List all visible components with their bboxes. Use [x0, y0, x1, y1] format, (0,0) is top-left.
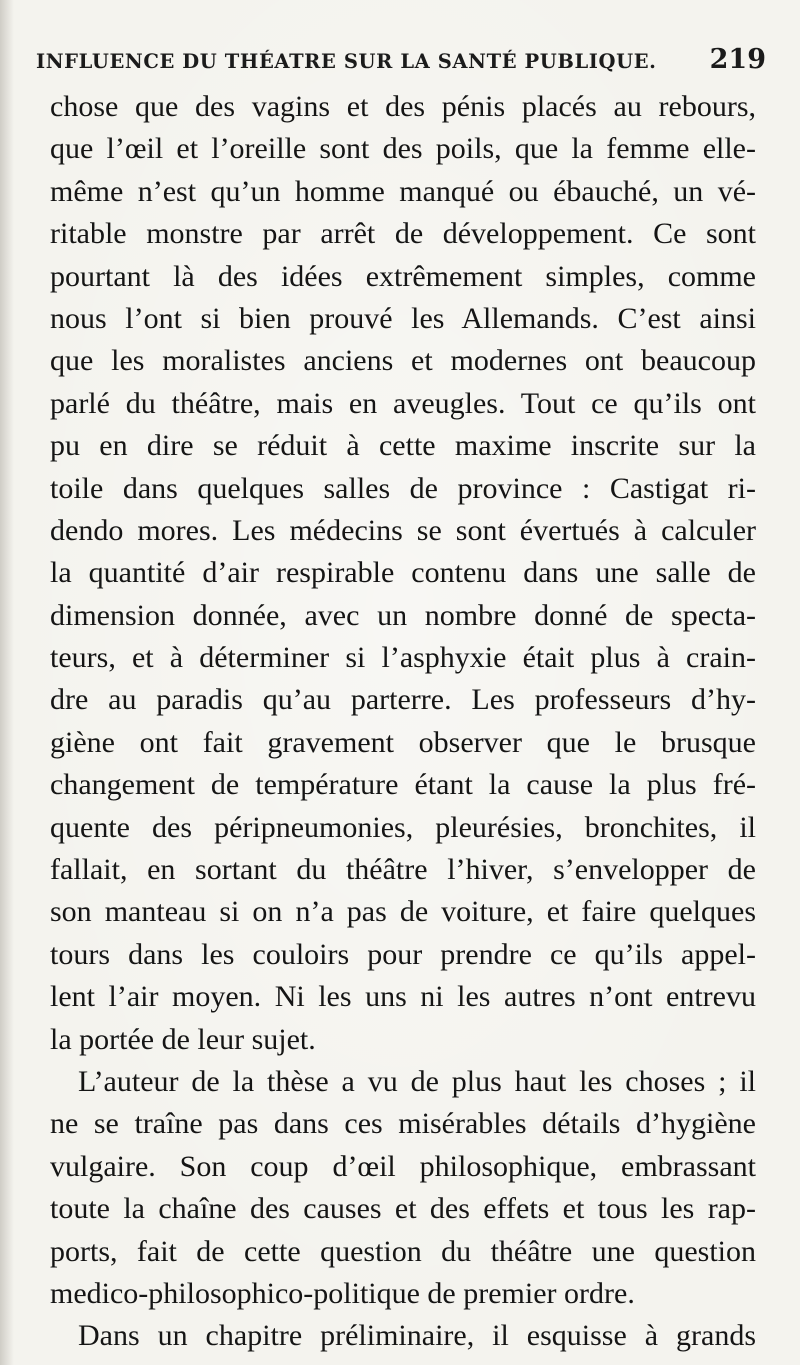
text-line: pourtant là des idées extrêmement simples, comme — [50, 259, 756, 293]
text-line: la quantité d’air respirable contenu dans une salle de — [50, 556, 756, 590]
page-number: 219 — [709, 44, 766, 75]
text-line: toile dans quelques salles de province : Castigat ri- — [50, 471, 756, 505]
text-line: teurs, et à déterminer si l’asphyxie était plus à crain- — [50, 641, 756, 675]
running-head — [36, 44, 772, 78]
text-line: dimension donnée, avec un nombre donné de specta- — [50, 598, 756, 632]
text-line: vulgaire. Son coup d’œil philosophique, embrassant — [50, 1149, 756, 1183]
text-line: parlé du théâtre, mais en aveugles. Tout ce qu’ils ont — [50, 386, 756, 420]
paragraph-start-line: L’auteur de la thèse a vu de plus haut les choses ; il — [78, 1064, 756, 1098]
text-line: dre au paradis qu’au parterre. Les professeurs d’hy- — [50, 683, 756, 717]
paragraph-start-line: Dans un chapitre préliminaire, il esquisse à grands — [78, 1319, 756, 1353]
text-line: toute la chaîne des causes et des effets et tous les rap- — [50, 1192, 756, 1226]
body-text — [50, 86, 756, 1358]
text-line: quente des péripneumonies, pleurésies, bronchites, il — [50, 810, 756, 844]
text-line: que l’œil et l’oreille sont des poils, que la femme elle- — [50, 132, 756, 166]
paragraph-end-line: medico-philosophico-politique de premier ordre. — [50, 1276, 635, 1310]
text-line: dendo mores. Les médecins se sont évertués à calculer — [50, 513, 756, 547]
text-line: fallait, en sortant du théâtre l’hiver, s’envelopper de — [50, 853, 756, 887]
text-line: changement de température étant la cause la plus fré- — [50, 768, 756, 802]
text-line: lent l’air moyen. Ni les uns ni les autres n’ont entrevu — [50, 980, 756, 1014]
paragraph-end-line: la portée de leur sujet. — [50, 1022, 316, 1056]
text-line: chose que des vagins et des pénis placés au rebours, — [50, 90, 756, 123]
page-gutter-shadow — [0, 0, 14, 1365]
text-line: ports, fait de cette question du théâtre une question — [50, 1234, 756, 1268]
text-line: ritable monstre par arrêt de développement. Ce sont — [50, 217, 756, 251]
running-title: INFLUENCE DU THÉATRE SUR LA SANTÉ PUBLIQUE. — [36, 50, 657, 73]
text-line: que les moralistes anciens et modernes ont beaucoup — [50, 344, 756, 378]
text-line: tours dans les couloirs pour prendre ce qu’ils appel- — [50, 937, 756, 971]
text-line: son manteau si on n’a pas de voiture, et faire quelques — [50, 895, 756, 929]
text-line: même n’est qu’un homme manqué ou ébauché, un vé- — [50, 174, 756, 208]
text-line: giène ont fait gravement observer que le brusque — [50, 725, 756, 759]
text-line: pu en dire se réduit à cette maxime inscrite sur la — [50, 429, 756, 463]
text-line: nous l’ont si bien prouvé les Allemands. C’est ainsi — [50, 301, 756, 335]
text-line: ne se traîne pas dans ces misérables détails d’hygiène — [50, 1107, 756, 1141]
